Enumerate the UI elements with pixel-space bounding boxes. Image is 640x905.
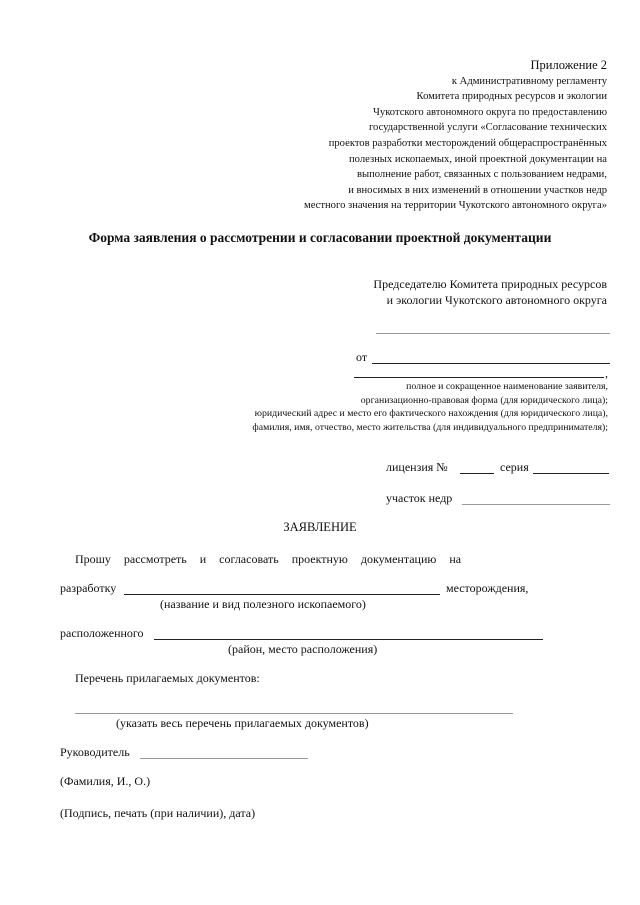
addressee-name-line[interactable] bbox=[376, 333, 610, 334]
request-text: Прошу рассмотреть и согласовать проектную документацию на bbox=[75, 552, 462, 566]
docs-field[interactable] bbox=[75, 713, 513, 714]
appendix-header bbox=[304, 58, 607, 214]
trailing-comma: , bbox=[605, 366, 608, 380]
located-label: расположенного bbox=[60, 626, 144, 640]
appendix-line: Комитета природных ресурсов и экологии bbox=[416, 91, 607, 103]
head-label: Руководитель bbox=[60, 745, 130, 759]
plot-field[interactable] bbox=[462, 504, 610, 505]
addressee-line-2: и экологии Чукотского автономного округа bbox=[386, 293, 607, 307]
deposit-hint: (название и вид полезного ископаемого) bbox=[160, 597, 366, 611]
addressee bbox=[373, 276, 607, 308]
license-label: лицензия № bbox=[386, 460, 448, 474]
location-hint: (район, место расположения) bbox=[228, 642, 378, 656]
head-signature-field[interactable] bbox=[140, 758, 308, 759]
appendix-line: государственной услуги «Согласование технических bbox=[368, 122, 607, 134]
addressee-line-1: Председателю Комитета природных ресурсов bbox=[373, 277, 607, 291]
appendix-line: полезных ископаемых, иной проектной документации на bbox=[349, 153, 607, 165]
series-label: серия bbox=[500, 460, 529, 474]
appendix-line: выполнение работ, связанных с пользованием недрами, bbox=[356, 169, 607, 181]
appendix-line: местного значения на территории Чукотского автономного округа» bbox=[304, 200, 607, 212]
applicant-hint-line: юридический адрес и место его фактического нахождения (для юридического лица), bbox=[254, 408, 608, 420]
form-title: Форма заявления о рассмотрении и согласовании проектной документации bbox=[88, 230, 552, 245]
applicant-hint-line: полное и сокращенное наименование заявителя, bbox=[406, 381, 608, 392]
applicant-line-1[interactable] bbox=[372, 363, 610, 364]
applicant-hint-line: организационно-правовая форма (для юридического лица); bbox=[360, 394, 608, 406]
appendix-line: Чукотского автономного округа по предоставлению bbox=[373, 106, 607, 118]
applicant-line-2[interactable] bbox=[354, 377, 604, 378]
series-field[interactable] bbox=[533, 473, 609, 474]
location-field[interactable] bbox=[154, 639, 543, 640]
signature-hint: (Подпись, печать (при наличии), дата) bbox=[60, 806, 256, 820]
appendix-line: к Административному регламенту bbox=[451, 75, 607, 87]
deposit-field[interactable] bbox=[124, 594, 440, 595]
deposit-label: месторождения, bbox=[446, 581, 529, 595]
appendix-line: проектов разработки месторождений общераспространённых bbox=[328, 137, 607, 149]
docs-hint: (указать весь перечень прилагаемых документов) bbox=[116, 716, 369, 730]
from-label: от bbox=[356, 350, 368, 364]
applicant-hint bbox=[252, 380, 608, 434]
applicant-hint-line: фамилия, имя, отчество, место жительства (для индивидуального предпринимателя); bbox=[252, 421, 608, 433]
docs-label: Перечень прилагаемых документов: bbox=[75, 671, 260, 685]
appendix-line: Приложение 2 bbox=[530, 58, 607, 72]
development-label: разработку bbox=[60, 581, 117, 595]
appendix-line: и вносимых в них изменений в отношении участков недр bbox=[348, 184, 607, 196]
statement-title: ЗАЯВЛЕНИЕ bbox=[283, 520, 357, 534]
name-hint: (Фамилия, И., О.) bbox=[60, 774, 151, 788]
plot-label: участок недр bbox=[386, 491, 453, 505]
license-number-field[interactable] bbox=[460, 473, 494, 474]
